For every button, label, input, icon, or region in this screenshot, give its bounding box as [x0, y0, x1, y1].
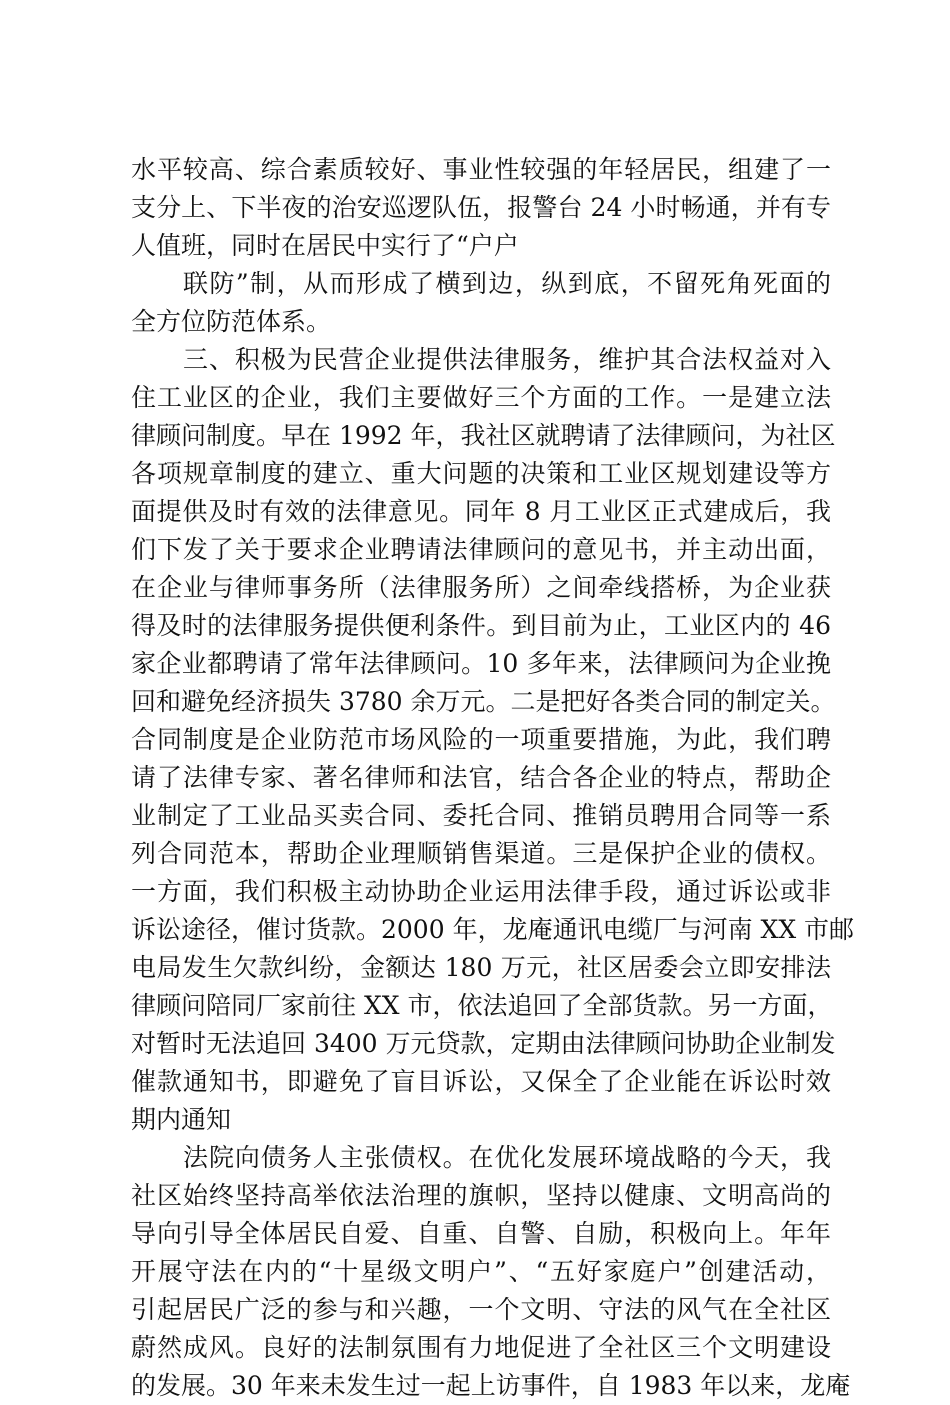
text-line: 三、积极为民营企业提供法律服务，维护其合法权益对入 [183, 345, 831, 374]
text-line: 合同制度是企业防范市场风险的一项重要措施，为此，我们聘 [131, 725, 831, 754]
text-line: 人值班，同时在居民中实行了“户户 [131, 231, 519, 260]
text-line: 蔚然成风。良好的法制氛围有力地促进了全社区三个文明建设 [131, 1333, 831, 1362]
text-line: 一方面，我们积极主动协助企业运用法律手段，通过诉讼或非 [131, 877, 831, 906]
text-line: 全方位防范体系。 [131, 307, 332, 336]
text-line: 引起居民广泛的参与和兴趣，一个文明、守法的风气在全社区 [131, 1295, 831, 1324]
text-line: 水平较高、综合素质较好、事业性较强的年轻居民，组建了一 [131, 155, 831, 184]
document-body [131, 151, 855, 1405]
text-line: 期内通知 [131, 1105, 232, 1134]
text-line: 们下发了关于要求企业聘请法律顾问的意见书，并主动出面， [131, 535, 831, 564]
text-line: 家企业都聘请了常年法律顾问。10 多年来，法律顾问为企业挽 [131, 649, 831, 678]
text-line: 对暂时无法追回 3400 万元贷款，定期由法律顾问协助企业制发 [131, 1029, 836, 1058]
text-line: 在企业与律师事务所（法律服务所）之间牵线搭桥，为企业获 [131, 573, 831, 602]
text-line: 得及时的法律服务提供便利条件。到目前为止，工业区内的 46 [131, 611, 831, 640]
text-line: 联防”制，从而形成了横到边，纵到底，不留死角死面的 [183, 269, 831, 298]
text-line: 社区始终坚持高举依法治理的旗帜，坚持以健康、文明高尚的 [131, 1181, 831, 1210]
text-line: 律顾问制度。早在 1992 年，我社区就聘请了法律顾问，为社区 [131, 421, 836, 450]
text-line: 住工业区的企业，我们主要做好三个方面的工作。一是建立法 [131, 383, 831, 412]
text-line: 列合同范本，帮助企业理顺销售渠道。三是保护企业的债权。 [131, 839, 831, 868]
text-line: 开展守法在内的“十星级文明户”、“五好家庭户”创建活动， [131, 1257, 831, 1286]
text-line: 请了法律专家、著名律师和法官，结合各企业的特点，帮助企 [131, 763, 831, 792]
text-line: 法院向债务人主张债权。在优化发展环境战略的今天，我 [183, 1143, 831, 1172]
text-line: 诉讼途径，催讨货款。2000 年，龙庵通讯电缆厂与河南 XX 市邮 [131, 915, 855, 944]
text-line: 支分上、下半夜的治安巡逻队伍，报警台 24 小时畅通，并有专 [131, 193, 831, 222]
text-line: 电局发生欠款纠纷，金额达 180 万元，社区居委会立即安排法 [131, 953, 831, 982]
text-line: 各项规章制度的建立、重大问题的决策和工业区规划建设等方 [131, 459, 831, 488]
text-line: 导向引导全体居民自爱、自重、自警、自励，积极向上。年年 [131, 1219, 831, 1248]
text-line: 业制定了工业品买卖合同、委托合同、推销员聘用合同等一系 [131, 801, 831, 830]
text-line: 催款通知书，即避免了盲目诉讼，又保全了企业能在诉讼时效 [131, 1067, 831, 1096]
text-line: 回和避免经济损失 3780 余万元。二是把好各类合同的制定关。 [131, 687, 836, 716]
text-line: 面提供及时有效的法律意见。同年 8 月工业区正式建成后，我 [131, 497, 831, 526]
text-line: 的发展。30 年来未发生过一起上访事件，自 1983 年以来，龙庵 [131, 1371, 851, 1400]
text-line: 律顾问陪同厂家前往 XX 市，依法追回了全部货款。另一方面， [131, 991, 833, 1020]
